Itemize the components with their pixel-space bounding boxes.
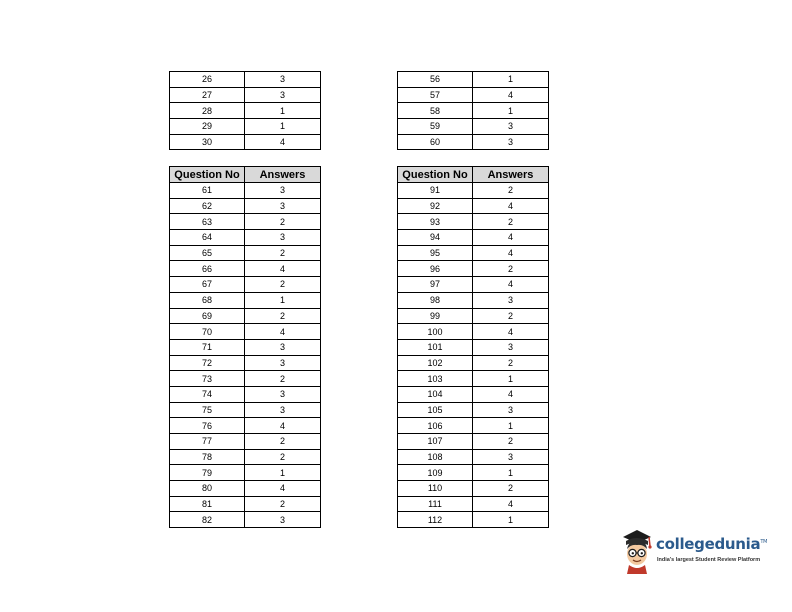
logo-wordmark: collegedunia bbox=[656, 535, 761, 553]
table-row bbox=[170, 261, 321, 277]
table-row bbox=[170, 481, 321, 497]
table-row bbox=[170, 230, 321, 246]
question-number-cell: 69 bbox=[170, 308, 245, 324]
table-row bbox=[398, 449, 549, 465]
table-row bbox=[398, 198, 549, 214]
table-row bbox=[398, 324, 549, 340]
question-number-cell: 91 bbox=[398, 183, 473, 199]
answer-cell: 2 bbox=[245, 496, 321, 512]
answer-table-61-82 bbox=[169, 166, 321, 528]
question-number-cell: 110 bbox=[398, 481, 473, 497]
answer-cell: 3 bbox=[245, 386, 321, 402]
answer-cell: 2 bbox=[473, 434, 549, 450]
table-row bbox=[170, 355, 321, 371]
question-number-cell: 102 bbox=[398, 355, 473, 371]
answer-cell: 1 bbox=[473, 512, 549, 528]
table-row bbox=[398, 465, 549, 481]
table-row bbox=[398, 339, 549, 355]
table-row bbox=[398, 355, 549, 371]
answer-cell: 3 bbox=[245, 512, 321, 528]
answer-cell: 2 bbox=[473, 214, 549, 230]
table-header-row bbox=[170, 167, 321, 183]
question-no-header: Question No bbox=[170, 167, 245, 183]
table-row bbox=[398, 386, 549, 402]
table-row bbox=[170, 119, 321, 135]
question-number-cell: 79 bbox=[170, 465, 245, 481]
answer-cell: 2 bbox=[245, 449, 321, 465]
answer-cell: 3 bbox=[245, 339, 321, 355]
answers-header: Answers bbox=[245, 167, 321, 183]
answer-cell: 2 bbox=[473, 481, 549, 497]
question-number-cell: 30 bbox=[170, 134, 245, 150]
table-row bbox=[398, 496, 549, 512]
question-number-cell: 63 bbox=[170, 214, 245, 230]
table-row bbox=[398, 277, 549, 293]
answer-cell: 1 bbox=[473, 418, 549, 434]
question-number-cell: 61 bbox=[170, 183, 245, 199]
table-row bbox=[398, 119, 549, 135]
question-number-cell: 96 bbox=[398, 261, 473, 277]
table-row bbox=[170, 512, 321, 528]
table-row bbox=[170, 465, 321, 481]
question-number-cell: 59 bbox=[398, 119, 473, 135]
answer-cell: 3 bbox=[473, 134, 549, 150]
collegedunia-logo[interactable] bbox=[619, 527, 768, 577]
table-header-row bbox=[398, 167, 549, 183]
table-row bbox=[398, 230, 549, 246]
answer-cell: 4 bbox=[245, 481, 321, 497]
table-row bbox=[398, 87, 549, 103]
table-row bbox=[398, 481, 549, 497]
table-row bbox=[398, 512, 549, 528]
answer-cell: 1 bbox=[245, 465, 321, 481]
question-number-cell: 67 bbox=[170, 277, 245, 293]
table-row bbox=[170, 183, 321, 199]
table-row bbox=[170, 402, 321, 418]
answer-cell: 4 bbox=[473, 496, 549, 512]
trademark-mark: TM bbox=[760, 539, 768, 545]
question-number-cell: 73 bbox=[170, 371, 245, 387]
question-number-cell: 70 bbox=[170, 324, 245, 340]
answer-cell: 1 bbox=[473, 465, 549, 481]
table-row bbox=[170, 198, 321, 214]
answer-cell: 3 bbox=[245, 355, 321, 371]
answer-cell: 3 bbox=[473, 402, 549, 418]
answer-cell: 4 bbox=[473, 198, 549, 214]
answer-cell: 1 bbox=[245, 119, 321, 135]
table-row bbox=[170, 386, 321, 402]
table-row bbox=[170, 103, 321, 119]
question-number-cell: 77 bbox=[170, 434, 245, 450]
answer-cell: 2 bbox=[245, 277, 321, 293]
answer-cell: 2 bbox=[473, 183, 549, 199]
table-row bbox=[398, 292, 549, 308]
answer-cell: 1 bbox=[245, 103, 321, 119]
question-number-cell: 72 bbox=[170, 355, 245, 371]
answer-cell: 3 bbox=[245, 198, 321, 214]
answer-cell: 3 bbox=[245, 402, 321, 418]
answer-cell: 4 bbox=[245, 418, 321, 434]
question-number-cell: 56 bbox=[398, 72, 473, 88]
answer-cell: 4 bbox=[473, 386, 549, 402]
question-number-cell: 105 bbox=[398, 402, 473, 418]
answers-header: Answers bbox=[473, 167, 549, 183]
question-number-cell: 26 bbox=[170, 72, 245, 88]
table-row bbox=[170, 418, 321, 434]
answer-table-26-30 bbox=[169, 71, 321, 150]
table-row bbox=[398, 134, 549, 150]
answer-table-56-60 bbox=[397, 71, 549, 150]
question-number-cell: 97 bbox=[398, 277, 473, 293]
table-row bbox=[398, 261, 549, 277]
answer-cell: 4 bbox=[473, 277, 549, 293]
answer-cell: 3 bbox=[245, 72, 321, 88]
question-number-cell: 58 bbox=[398, 103, 473, 119]
logo-tagline: India's largest Student Review Platform bbox=[657, 557, 761, 563]
question-number-cell: 68 bbox=[170, 292, 245, 308]
question-number-cell: 60 bbox=[398, 134, 473, 150]
question-number-cell: 103 bbox=[398, 371, 473, 387]
answer-cell: 2 bbox=[245, 245, 321, 261]
answer-cell: 2 bbox=[473, 261, 549, 277]
question-number-cell: 106 bbox=[398, 418, 473, 434]
question-number-cell: 66 bbox=[170, 261, 245, 277]
question-number-cell: 29 bbox=[170, 119, 245, 135]
answer-cell: 3 bbox=[245, 87, 321, 103]
question-number-cell: 98 bbox=[398, 292, 473, 308]
question-number-cell: 93 bbox=[398, 214, 473, 230]
question-number-cell: 75 bbox=[170, 402, 245, 418]
table-row bbox=[398, 371, 549, 387]
table-row bbox=[170, 277, 321, 293]
table-row bbox=[170, 339, 321, 355]
table-row bbox=[398, 72, 549, 88]
answer-cell: 4 bbox=[473, 230, 549, 246]
question-number-cell: 28 bbox=[170, 103, 245, 119]
answer-cell: 2 bbox=[473, 355, 549, 371]
question-number-cell: 57 bbox=[398, 87, 473, 103]
answer-cell: 4 bbox=[473, 324, 549, 340]
answer-cell: 3 bbox=[473, 449, 549, 465]
answer-cell: 3 bbox=[245, 183, 321, 199]
question-number-cell: 81 bbox=[170, 496, 245, 512]
question-number-cell: 74 bbox=[170, 386, 245, 402]
answer-cell: 4 bbox=[473, 87, 549, 103]
table-row bbox=[170, 214, 321, 230]
table-row bbox=[398, 245, 549, 261]
answer-cell: 3 bbox=[245, 230, 321, 246]
question-number-cell: 107 bbox=[398, 434, 473, 450]
table-row bbox=[170, 324, 321, 340]
table-row bbox=[170, 87, 321, 103]
answer-cell: 4 bbox=[473, 245, 549, 261]
question-number-cell: 109 bbox=[398, 465, 473, 481]
answer-cell: 1 bbox=[473, 72, 549, 88]
table-row bbox=[170, 308, 321, 324]
question-number-cell: 82 bbox=[170, 512, 245, 528]
table-row bbox=[170, 134, 321, 150]
question-number-cell: 92 bbox=[398, 198, 473, 214]
table-row bbox=[398, 214, 549, 230]
question-number-cell: 62 bbox=[170, 198, 245, 214]
student-mascot-icon bbox=[619, 527, 655, 575]
question-number-cell: 100 bbox=[398, 324, 473, 340]
table-row bbox=[398, 103, 549, 119]
question-number-cell: 95 bbox=[398, 245, 473, 261]
question-number-cell: 78 bbox=[170, 449, 245, 465]
answer-cell: 3 bbox=[473, 339, 549, 355]
question-number-cell: 64 bbox=[170, 230, 245, 246]
table-row bbox=[398, 434, 549, 450]
table-row bbox=[398, 183, 549, 199]
question-number-cell: 80 bbox=[170, 481, 245, 497]
question-number-cell: 71 bbox=[170, 339, 245, 355]
answer-cell: 3 bbox=[473, 119, 549, 135]
answer-cell: 1 bbox=[245, 292, 321, 308]
question-number-cell: 101 bbox=[398, 339, 473, 355]
question-number-cell: 76 bbox=[170, 418, 245, 434]
answer-cell: 2 bbox=[245, 371, 321, 387]
question-number-cell: 112 bbox=[398, 512, 473, 528]
answer-cell: 2 bbox=[245, 308, 321, 324]
question-number-cell: 111 bbox=[398, 496, 473, 512]
answer-cell: 2 bbox=[245, 434, 321, 450]
table-row bbox=[398, 402, 549, 418]
question-number-cell: 104 bbox=[398, 386, 473, 402]
question-number-cell: 108 bbox=[398, 449, 473, 465]
question-number-cell: 94 bbox=[398, 230, 473, 246]
question-no-header: Question No bbox=[398, 167, 473, 183]
answer-table-91-112 bbox=[397, 166, 549, 528]
answer-cell: 2 bbox=[473, 308, 549, 324]
table-row bbox=[170, 292, 321, 308]
answer-cell: 1 bbox=[473, 371, 549, 387]
answer-cell: 3 bbox=[473, 292, 549, 308]
table-row bbox=[398, 308, 549, 324]
table-row bbox=[170, 434, 321, 450]
table-row bbox=[170, 496, 321, 512]
table-row bbox=[398, 418, 549, 434]
answer-cell: 1 bbox=[473, 103, 549, 119]
question-number-cell: 65 bbox=[170, 245, 245, 261]
table-row bbox=[170, 245, 321, 261]
table-row bbox=[170, 72, 321, 88]
answer-cell: 4 bbox=[245, 261, 321, 277]
answer-cell: 4 bbox=[245, 324, 321, 340]
question-number-cell: 99 bbox=[398, 308, 473, 324]
table-row bbox=[170, 371, 321, 387]
question-number-cell: 27 bbox=[170, 87, 245, 103]
answer-cell: 4 bbox=[245, 134, 321, 150]
answer-cell: 2 bbox=[245, 214, 321, 230]
table-row bbox=[170, 449, 321, 465]
